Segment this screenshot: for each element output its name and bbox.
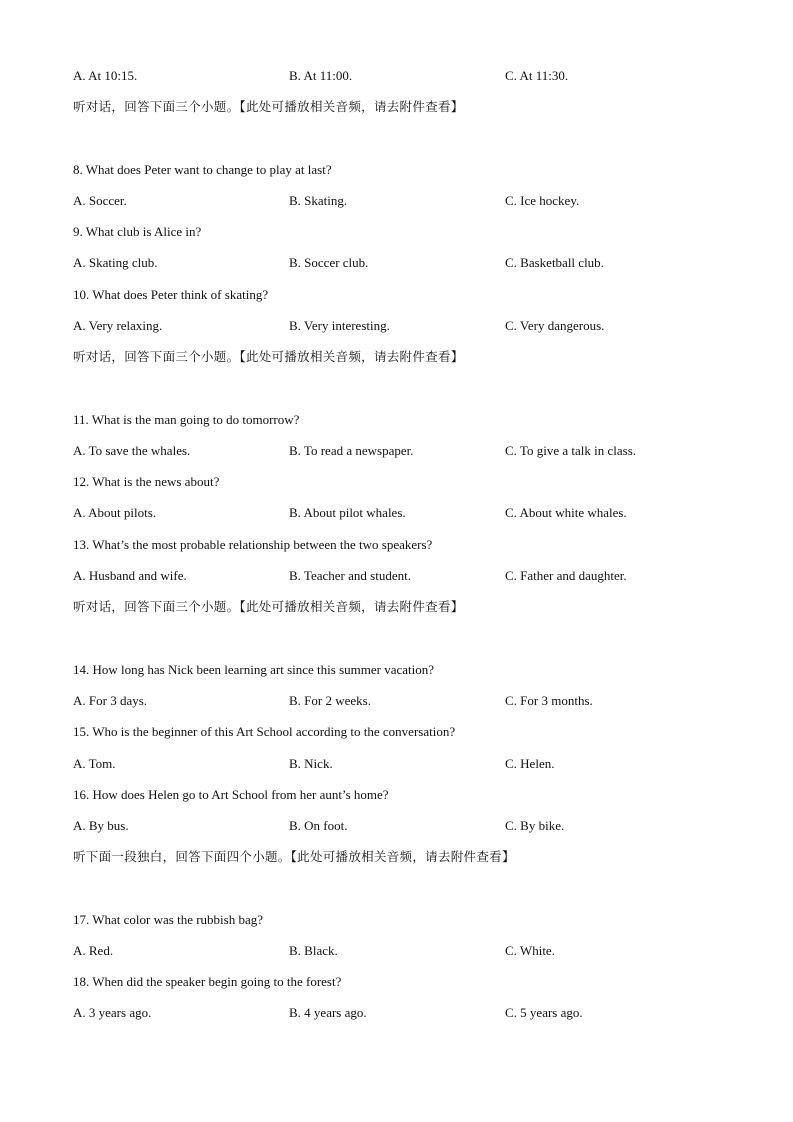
option-c: C. Father and daughter. <box>505 568 627 583</box>
option-c: C. 5 years ago. <box>505 1005 583 1020</box>
question-text: 8. What does Peter want to change to play at last? <box>73 162 332 177</box>
section-instruction: 听对话，回答下面三个小题。【此处可播放相关音频，请去附件查看】 <box>73 100 464 114</box>
question-text: 9. What club is Alice in? <box>73 224 202 239</box>
option-c: C. Helen. <box>505 756 555 771</box>
option-a: A. 3 years ago. <box>73 1005 152 1020</box>
option-b: B. Very interesting. <box>289 318 390 333</box>
question-text: 15. Who is the beginner of this Art School according to the conversation? <box>73 724 456 739</box>
option-a: A. For 3 days. <box>73 693 148 708</box>
question-text: 14. How long has Nick been learning art since this summer vacation? <box>73 662 435 677</box>
question-text: 17. What color was the rubbish bag? <box>73 912 264 927</box>
option-a: A. Very relaxing. <box>73 318 163 333</box>
option-b: B. To read a newspaper. <box>289 443 414 458</box>
option-b: B. Soccer club. <box>289 255 369 270</box>
option-a: A. By bus. <box>73 818 129 833</box>
option-a: A. Skating club. <box>73 255 158 270</box>
option-a: A. Soccer. <box>73 193 127 208</box>
option-c: C. At 11:30. <box>505 68 569 83</box>
question-text: 18. When did the speaker begin going to the forest? <box>73 974 342 989</box>
option-a: A. About pilots. <box>73 505 157 520</box>
option-c: C. Basketball club. <box>505 255 604 270</box>
option-b: B. Skating. <box>289 193 348 208</box>
option-c: C. To give a talk in class. <box>505 443 636 458</box>
option-c: C. For 3 months. <box>505 693 593 708</box>
question-text: 12. What is the news about? <box>73 474 220 489</box>
option-a: A. To save the whales. <box>73 443 191 458</box>
question-text: 13. What’s the most probable relationship between the two speakers? <box>73 537 433 552</box>
option-c: C. By bike. <box>505 818 565 833</box>
option-b: B. Nick. <box>289 756 333 771</box>
section-instruction: 听下面一段独白，回答下面四个小题。【此处可播放相关音频，请去附件查看】 <box>73 850 515 864</box>
option-b: B. 4 years ago. <box>289 1005 367 1020</box>
option-c: C. Very dangerous. <box>505 318 605 333</box>
option-c: C. White. <box>505 943 555 958</box>
option-b: B. At 11:00. <box>289 68 353 83</box>
option-b: B. On foot. <box>289 818 348 833</box>
option-a: A. At 10:15. <box>73 68 138 83</box>
option-c: C. About white whales. <box>505 505 627 520</box>
option-b: B. About pilot whales. <box>289 505 406 520</box>
question-text: 11. What is the man going to do tomorrow? <box>73 412 300 427</box>
option-c: C. Ice hockey. <box>505 193 580 208</box>
option-b: B. For 2 weeks. <box>289 693 371 708</box>
option-a: A. Red. <box>73 943 114 958</box>
option-b: B. Black. <box>289 943 338 958</box>
question-text: 10. What does Peter think of skating? <box>73 287 269 302</box>
section-instruction: 听对话，回答下面三个小题。【此处可播放相关音频，请去附件查看】 <box>73 600 464 614</box>
option-a: A. Husband and wife. <box>73 568 187 583</box>
option-b: B. Teacher and student. <box>289 568 411 583</box>
section-instruction: 听对话，回答下面三个小题。【此处可播放相关音频，请去附件查看】 <box>73 350 464 364</box>
question-text: 16. How does Helen go to Art School from her aunt’s home? <box>73 787 389 802</box>
option-a: A. Tom. <box>73 756 116 771</box>
